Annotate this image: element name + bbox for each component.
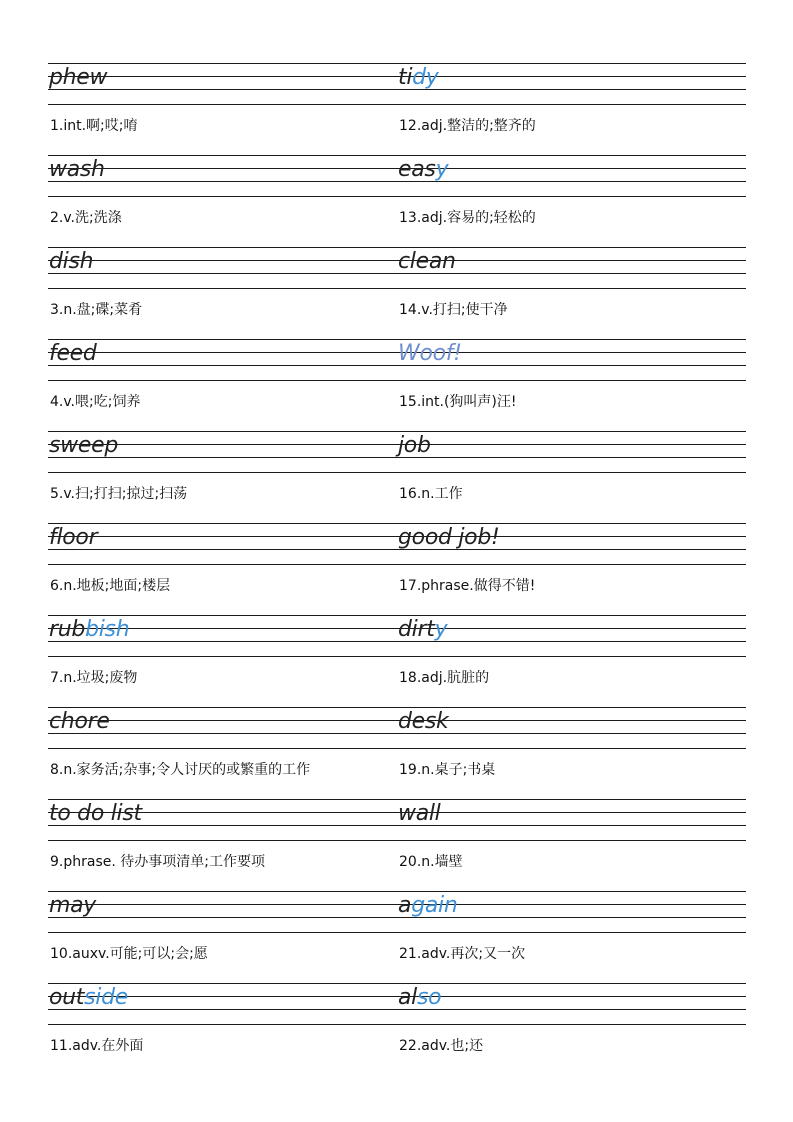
vocab-definition: 6.n.地板;地面;楼层 xyxy=(50,578,171,594)
handwriting-guide-line xyxy=(397,1024,746,1025)
vocab-word xyxy=(398,522,500,554)
handwriting-guide-line xyxy=(48,104,397,105)
vocab-entry xyxy=(48,152,397,244)
vocab-definition: 10.auxv.可能;可以;会;愿 xyxy=(50,946,208,962)
vocab-entry xyxy=(397,336,746,428)
vocab-definition: 19.n.桌子;书桌 xyxy=(399,762,496,778)
word-segment: sweep xyxy=(49,433,118,458)
vocab-definition: 2.v.洗;洗涤 xyxy=(50,210,122,226)
vocab-word xyxy=(398,706,449,738)
handwriting-guide-line xyxy=(397,628,746,629)
vocab-entry xyxy=(397,888,746,980)
vocab-word xyxy=(49,62,107,94)
vocab-word xyxy=(398,614,447,646)
word-segment: job xyxy=(398,433,431,458)
vocab-word xyxy=(398,154,448,186)
vocab-word xyxy=(49,614,129,646)
vocab-definition: 4.v.喂;吃;饲养 xyxy=(50,394,141,410)
vocab-definition: 11.adv.在外面 xyxy=(50,1038,144,1054)
word-segment: rub xyxy=(49,617,86,642)
handwriting-guide-line xyxy=(48,380,397,381)
handwriting-guide-line xyxy=(48,840,397,841)
vocab-word xyxy=(398,982,441,1014)
handwriting-guide-line xyxy=(48,932,397,933)
handwriting-guide-line xyxy=(397,932,746,933)
handwriting-guide-line xyxy=(397,444,746,445)
handwriting-guide-line xyxy=(48,260,397,261)
handwriting-guide-line xyxy=(48,365,397,366)
word-highlight-segment: y xyxy=(435,157,449,182)
vocab-definition: 7.n.垃圾;废物 xyxy=(50,670,138,686)
vocab-word xyxy=(398,338,462,370)
handwriting-guide-line xyxy=(48,549,397,550)
handwriting-guide-line xyxy=(48,891,397,892)
word-highlight-segment: gain xyxy=(411,893,458,918)
handwriting-guide-line xyxy=(48,196,397,197)
vocab-entry xyxy=(397,612,746,704)
word-highlight-segment: y xyxy=(434,617,448,642)
vocab-entry xyxy=(48,612,397,704)
word-segment: dish xyxy=(49,249,94,274)
vocab-word xyxy=(49,430,118,462)
word-highlight-segment: side xyxy=(84,985,129,1010)
handwriting-guide-line xyxy=(397,104,746,105)
vocab-entry xyxy=(397,152,746,244)
handwriting-guide-line xyxy=(397,812,746,813)
handwriting-guide-line xyxy=(397,840,746,841)
handwriting-guide-line xyxy=(48,352,397,353)
handwriting-guide-line xyxy=(397,155,746,156)
vocab-entry xyxy=(48,520,397,612)
handwriting-guide-line xyxy=(397,799,746,800)
word-segment: al xyxy=(398,985,417,1010)
word-segment: out xyxy=(49,985,85,1010)
vocab-word xyxy=(49,798,142,830)
word-highlight-segment: bish xyxy=(85,617,130,642)
handwriting-guide-line xyxy=(397,380,746,381)
handwriting-guide-line xyxy=(48,339,397,340)
handwriting-guide-line xyxy=(397,720,746,721)
handwriting-guide-line xyxy=(48,523,397,524)
vocab-definition: 15.int.(狗叫声)汪! xyxy=(399,394,517,410)
vocab-entry xyxy=(48,980,397,1072)
word-segment: chore xyxy=(49,709,110,734)
handwriting-guide-line xyxy=(397,288,746,289)
vocab-entry xyxy=(397,980,746,1072)
handwriting-guide-line xyxy=(48,536,397,537)
word-segment: good job! xyxy=(398,525,500,550)
handwriting-guide-line xyxy=(397,76,746,77)
word-segment: floor xyxy=(49,525,98,550)
vocab-word xyxy=(398,430,431,462)
vocab-entry xyxy=(48,704,397,796)
vocab-word xyxy=(398,890,458,922)
vocab-word xyxy=(49,338,97,370)
vocab-entry xyxy=(48,336,397,428)
handwriting-guide-line xyxy=(397,615,746,616)
vocab-entry xyxy=(397,428,746,520)
vocab-definition: 1.int.啊;哎;唷 xyxy=(50,118,138,134)
vocab-entry xyxy=(397,520,746,612)
word-segment: desk xyxy=(398,709,449,734)
handwriting-guide-line xyxy=(397,564,746,565)
vocab-word xyxy=(398,798,441,830)
vocab-word xyxy=(49,982,128,1014)
handwriting-guide-line xyxy=(48,1024,397,1025)
vocab-entry xyxy=(397,60,746,152)
handwriting-guide-line xyxy=(48,656,397,657)
handwriting-guide-line xyxy=(397,472,746,473)
handwriting-guide-line xyxy=(397,89,746,90)
vocab-entry xyxy=(48,244,397,336)
handwriting-guide-line xyxy=(397,641,746,642)
handwriting-guide-line xyxy=(397,996,746,997)
vocab-word xyxy=(49,154,105,186)
word-highlight-segment: dy xyxy=(412,65,439,90)
vocab-word xyxy=(398,246,456,278)
handwriting-guide-line xyxy=(397,733,746,734)
handwriting-guide-line xyxy=(397,825,746,826)
vocab-entry xyxy=(48,888,397,980)
vocab-word xyxy=(49,890,96,922)
vocab-entry xyxy=(48,796,397,888)
handwriting-guide-line xyxy=(397,431,746,432)
word-segment: feed xyxy=(49,341,97,366)
vocab-definition: 9.phrase. 待办事项清单;工作要项 xyxy=(50,854,265,870)
word-segment: a xyxy=(398,893,412,918)
word-segment: dirt xyxy=(398,617,435,642)
vocab-definition: 21.adv.再次;又一次 xyxy=(399,946,526,962)
word-segment: phew xyxy=(49,65,108,90)
handwriting-guide-line xyxy=(48,917,397,918)
vocab-entry xyxy=(397,244,746,336)
handwriting-guide-line xyxy=(397,707,746,708)
word-segment: ti xyxy=(398,65,413,90)
vocab-word xyxy=(49,522,97,554)
vocab-definition: 3.n.盘;碟;菜肴 xyxy=(50,302,143,318)
handwriting-guide-line xyxy=(397,457,746,458)
vocab-definition: 18.adj.肮脏的 xyxy=(399,670,490,686)
vocab-entry xyxy=(48,60,397,152)
handwriting-guide-line xyxy=(397,983,746,984)
vocab-word xyxy=(49,706,110,738)
handwriting-guide-line xyxy=(397,196,746,197)
vocab-definition: 22.adv.也;还 xyxy=(399,1038,484,1054)
handwriting-guide-line xyxy=(48,748,397,749)
handwriting-guide-line xyxy=(397,181,746,182)
handwriting-guide-line xyxy=(48,288,397,289)
word-segment: clean xyxy=(398,249,456,274)
vocab-definition: 20.n.墙壁 xyxy=(399,854,463,870)
vocab-word xyxy=(49,246,93,278)
handwriting-guide-line xyxy=(397,748,746,749)
vocab-entry xyxy=(397,704,746,796)
word-segment: wall xyxy=(398,801,441,826)
vocab-definition: 8.n.家务活;杂事;令人讨厌的或繁重的工作 xyxy=(50,762,311,778)
vocab-definition: 5.v.扫;打扫;掠过;扫荡 xyxy=(50,486,188,502)
handwriting-guide-line xyxy=(48,472,397,473)
vocab-definition: 12.adj.整洁的;整齐的 xyxy=(399,118,536,134)
vocab-entry xyxy=(397,796,746,888)
vocab-definition: 13.adj.容易的;轻松的 xyxy=(399,210,536,226)
handwriting-guide-line xyxy=(397,1009,746,1010)
handwriting-guide-line xyxy=(397,656,746,657)
word-segment: Woof! xyxy=(398,341,462,366)
word-segment: may xyxy=(49,893,97,918)
handwriting-guide-line xyxy=(48,904,397,905)
vocab-definition: 14.v.打扫;使干净 xyxy=(399,302,508,318)
handwriting-guide-line xyxy=(397,63,746,64)
handwriting-guide-line xyxy=(48,247,397,248)
vocab-definition: 17.phrase.做得不错! xyxy=(399,578,536,594)
vocab-word xyxy=(398,62,439,94)
vocab-entry xyxy=(48,428,397,520)
handwriting-guide-line xyxy=(397,168,746,169)
word-segment: wash xyxy=(49,157,105,182)
handwriting-guide-line xyxy=(48,564,397,565)
word-highlight-segment: so xyxy=(417,985,442,1010)
handwriting-guide-line xyxy=(48,273,397,274)
vocab-definition: 16.n.工作 xyxy=(399,486,463,502)
word-segment: to do list xyxy=(49,801,142,826)
word-segment: eas xyxy=(398,157,436,182)
